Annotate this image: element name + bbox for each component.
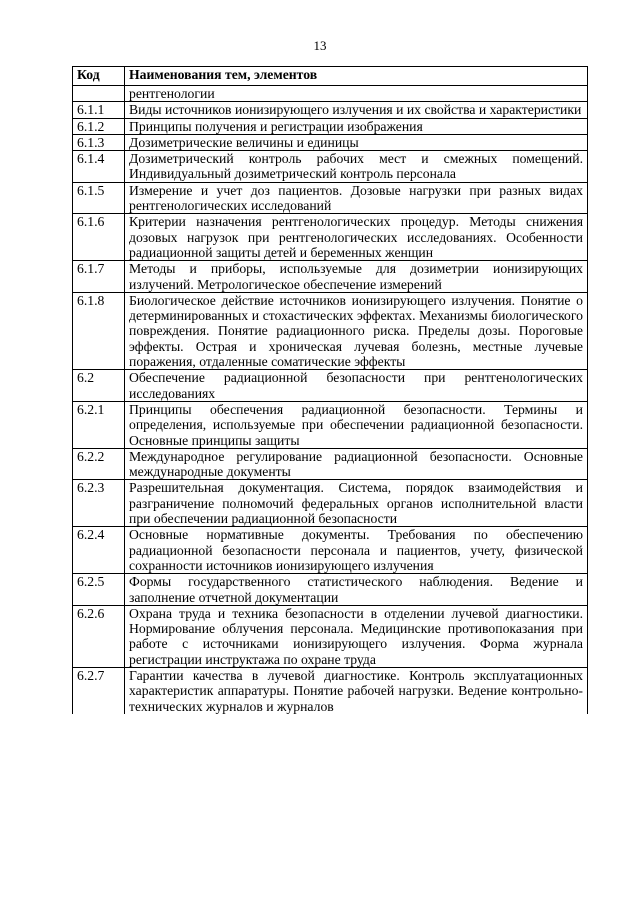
row-code: 6.2.7 (73, 667, 125, 713)
row-text: Дозиметрические величины и единицы (125, 134, 588, 150)
row-code: 6.1.4 (73, 151, 125, 183)
row-code: 6.2.5 (73, 574, 125, 606)
row-code: 6.2.2 (73, 448, 125, 480)
table-row (73, 261, 588, 293)
row-text: Международное регулирование радиационной безопасности. Основные международные документы (125, 448, 588, 480)
table-row (73, 102, 588, 118)
table-row (73, 480, 588, 527)
table-row (73, 401, 588, 448)
table-row (73, 448, 588, 480)
table-row (73, 182, 588, 214)
row-code: 6.2.4 (73, 527, 125, 574)
row-code: 6.1.6 (73, 214, 125, 261)
row-code: 6.1.7 (73, 261, 125, 293)
row-code: 6.2.1 (73, 401, 125, 448)
row-text: Измерение и учет доз пациентов. Дозовые нагрузки при разных видах рентгенологических исследований (125, 182, 588, 214)
row-text: Принципы получения и регистрации изображения (125, 118, 588, 134)
row-code: 6.1.1 (73, 102, 125, 118)
page-number: 13 (313, 38, 327, 53)
table-row (73, 118, 588, 134)
header-code: Код (73, 67, 125, 86)
row-text: Биологическое действие источников ионизирующего излучения. Понятие о детерминированных и стохастических эффектах. Механизмы биологического повреждения. Понятие радиационного риска. Пределы дозы. Пороговые эффекты. Острая и хроническая лучевая болезнь, местные лучевые поражения, отдаленные соматические эффекты (125, 292, 588, 369)
row-code: 6.2.3 (73, 480, 125, 527)
table-row (73, 574, 588, 606)
row-text: Разрешительная документация. Система, порядок взаимодействия и разграничение полномочий федеральных органов исполнительной власти при обеспечении радиационной безопасности (125, 480, 588, 527)
row-text: Обеспечение радиационной безопасности при рентгенологических исследованиях (125, 370, 588, 402)
table-row (73, 134, 588, 150)
row-text: Методы и приборы, используемые для дозиметрии ионизирующих излучений. Метрологическое обеспечение измерений (125, 261, 588, 293)
table-row (73, 151, 588, 183)
row-code: 6.1.5 (73, 182, 125, 214)
row-text: рентгенологии (125, 86, 588, 102)
table-row (73, 292, 588, 369)
row-text: Принципы обеспечения радиационной безопасности. Термины и определения, используемые при обеспечении радиационной безопасности. Основные принципы защиты (125, 401, 588, 448)
header-topics: Наименования тем, элементов (125, 67, 588, 86)
row-text: Дозиметрический контроль рабочих мест и смежных помещений. Индивидуальный дозиметрический контроль персонала (125, 151, 588, 183)
table-row (73, 370, 588, 402)
table-row (73, 605, 588, 667)
curriculum-table (72, 66, 588, 714)
table-header-row (73, 67, 588, 86)
row-code: 6.2.6 (73, 605, 125, 667)
row-text: Гарантии качества в лучевой диагностике. Контроль эксплуатационных характеристик аппаратуры. Понятие рабочей нагрузки. Ведение контрольно-технических журналов и журналов (125, 667, 588, 713)
row-text: Основные нормативные документы. Требования по обеспечению радиационной безопасности персонала и пациентов, учету, физической сохранности источников ионизирующего излучения (125, 527, 588, 574)
row-text: Виды источников ионизирующего излучения и их свойства и характеристики (125, 102, 588, 118)
row-code: 6.1.2 (73, 118, 125, 134)
row-text: Критерии назначения рентгенологических процедур. Методы снижения дозовых нагрузок при рентгенологических исследованиях. Особенности радиационной защиты детей и беременных женщин (125, 214, 588, 261)
row-code: 6.1.3 (73, 134, 125, 150)
row-code: 6.2 (73, 370, 125, 402)
row-text: Охрана труда и техника безопасности в отделении лучевой диагностики. Нормирование облучения персонала. Медицинские противопоказания при работе с источниками ионизирующего излучения. Форма журнала регистрации инструктажа по охране труда (125, 605, 588, 667)
table-row (73, 527, 588, 574)
table-row (73, 214, 588, 261)
table-row (73, 86, 588, 102)
table-row (73, 667, 588, 713)
row-text: Формы государственного статистического наблюдения. Ведение и заполнение отчетной документации (125, 574, 588, 606)
row-code (73, 86, 125, 102)
row-code: 6.1.8 (73, 292, 125, 369)
